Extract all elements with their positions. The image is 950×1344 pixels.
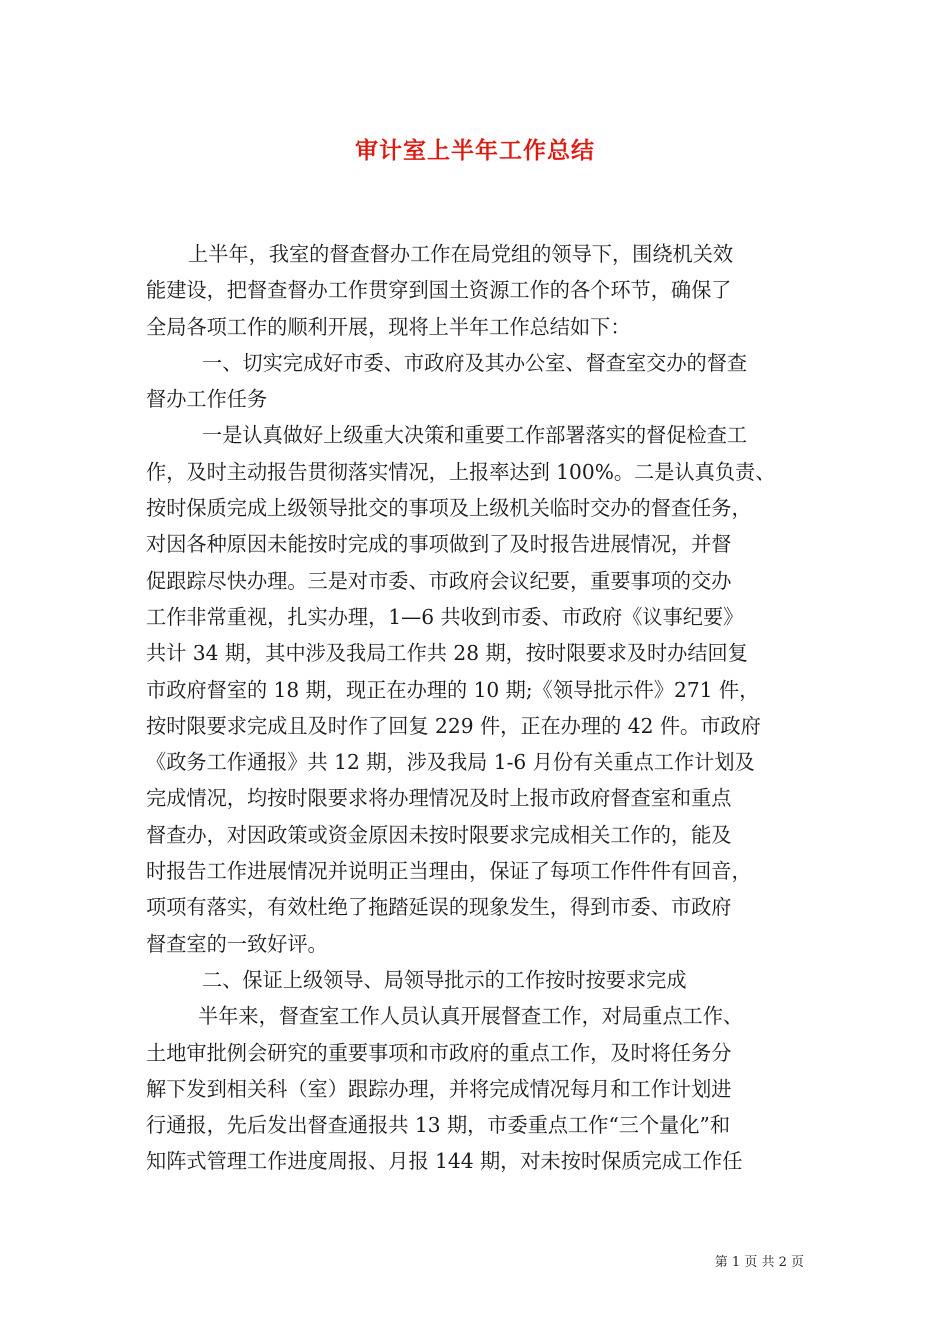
section-heading-line: 督办工作任务 (146, 387, 268, 412)
paragraph-line: 督查室的一致好评。 (146, 931, 328, 956)
paragraph-line: 一是认真做好上级重大决策和重要工作部署落实的督促检查工 (202, 423, 748, 448)
paragraph-line: 工作非常重视，扎实办理，1—6 共收到市委、市政府《议事纪要》 (146, 604, 744, 629)
section-heading-line: 二、保证上级领导、局领导批示的工作按时按要求完成 (202, 967, 687, 992)
paragraph-line: 市政府督室的 18 期，现正在办理的 10 期;《领导批示件》271 件， (146, 677, 760, 702)
paragraph-line: 共计 34 期，其中涉及我局工作共 28 期，按时限要求及时办结回复 (146, 641, 748, 666)
document-body (146, 236, 806, 1180)
paragraph-line: 按时限要求完成且及时作了回复 229 件，正在办理的 42 件。市政府 (146, 713, 761, 738)
paragraph-line: 行通报，先后发出督查通报共 13 期，市委重点工作“三个量化”和 (146, 1113, 731, 1138)
paragraph-line: 知阵式管理工作进度周报、月报 144 期，对未按时保质完成工作任 (146, 1149, 743, 1174)
paragraph-line: 时报告工作进展情况并说明正当理由，保证了每项工作件件有回音， (146, 859, 752, 884)
paragraph-line: 能建设，把督查督办工作贯穿到国土资源工作的各个环节，确保了 (146, 278, 732, 303)
paragraph-line: 《政务工作通报》共 12 期，涉及我局 1-6 月份有关重点工作计划及 (146, 750, 755, 775)
paragraph-line: 半年来，督查室工作人员认真开展督查工作，对局重点工作、 (198, 1004, 744, 1029)
paragraph-line: 对因各种原因未能按时完成的事项做到了及时报告进展情况，并督 (146, 532, 732, 557)
paragraph-line: 全局各项工作的顺利开展，现将上半年工作总结如下： (146, 314, 631, 339)
paragraph-line: 按时保质完成上级领导批交的事项及上级机关临时交办的督查任务， (146, 496, 752, 521)
paragraph-line: 促跟踪尽快办理。三是对市委、市政府会议纪要，重要事项的交办 (146, 568, 732, 593)
page-number: 第 1 页 共 2 页 (714, 1255, 804, 1270)
paragraph-line: 督查办，对因政策或资金原因未按时限要求完成相关工作的，能及 (146, 822, 732, 847)
paragraph-line: 完成情况，均按时限要求将办理情况及时上报市政府督查室和重点 (146, 786, 732, 811)
paragraph-line: 项项有落实，有效杜绝了拖踏延误的现象发生，得到市委、市政府 (146, 895, 732, 920)
paragraph-line: 上半年，我室的督查督办工作在局党组的领导下，围绕机关效 (188, 242, 734, 266)
paragraph-line: 解下发到相关科（室）跟踪办理，并将完成情况每月和工作计划进 (146, 1076, 732, 1101)
paragraph-line: 作，及时主动报告贯彻落实情况，上报率达到 100%。二是认真负责、 (146, 459, 776, 484)
section-heading-line: 一、切实完成好市委、市政府及其办公室、督查室交办的督查 (202, 350, 748, 375)
document-title: 审计室上半年工作总结 (355, 138, 595, 164)
paragraph-line: 土地审批例会研究的重要事项和市政府的重点工作，及时将任务分 (146, 1040, 732, 1065)
